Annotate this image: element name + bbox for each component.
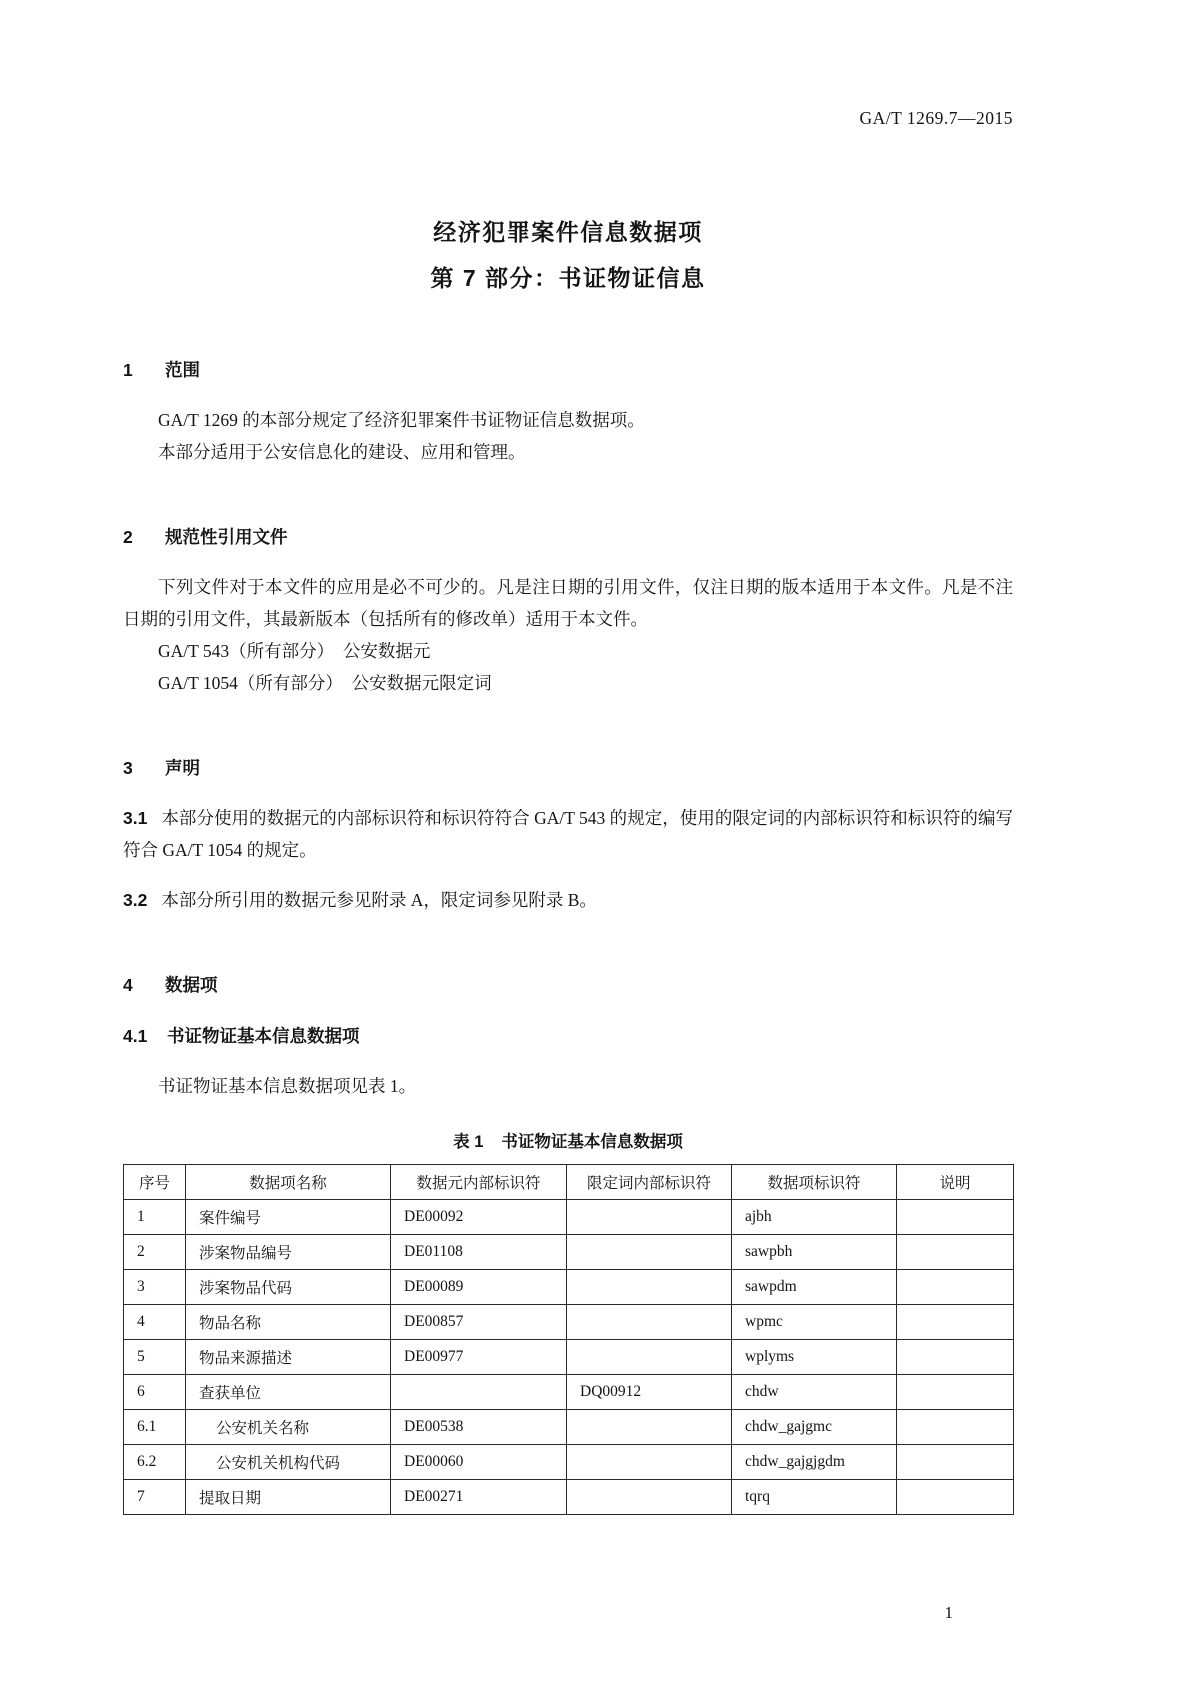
table-1-caption (123, 1128, 1013, 1152)
clause-3-1-number: 3.1 (123, 808, 148, 828)
cell-item-id: ajbh (732, 1199, 897, 1234)
cell-note (897, 1409, 1014, 1444)
cell-no: 4 (124, 1304, 186, 1339)
cell-item-id: chdw_gajgmc (732, 1409, 897, 1444)
cell-dq-id (567, 1234, 732, 1269)
table-row (124, 1409, 1014, 1444)
section-3-title: 声明 (165, 758, 200, 778)
table-1 (123, 1164, 1014, 1515)
cell-dq-id (567, 1199, 732, 1234)
section-2-reference-1: GA/T 543（所有部分） 公安数据元 (158, 641, 431, 661)
section-1-body (123, 404, 1013, 468)
cell-de-id: DE00092 (391, 1199, 567, 1234)
table-1-header (124, 1164, 1014, 1199)
section-4-paragraph-1: 书证物证基本信息数据项见表 1。 (158, 1075, 417, 1096)
cell-de-id: DE00089 (391, 1269, 567, 1304)
section-4-1-title: 书证物证基本信息数据项 (167, 1025, 360, 1046)
section-4-1-number: 4.1 (123, 1025, 148, 1046)
table-row (124, 1234, 1014, 1269)
table-row (124, 1304, 1014, 1339)
cell-name: 公安机关机构代码 (186, 1444, 391, 1479)
standard-doc-number: GA/T 1269.7—2015 (859, 108, 1013, 128)
cell-no: 6.1 (124, 1409, 186, 1444)
cell-name: 提取日期 (186, 1479, 391, 1514)
section-1-heading (123, 357, 1013, 382)
cell-no: 6 (124, 1374, 186, 1409)
table-1-body (124, 1199, 1014, 1514)
cell-name: 涉案物品编号 (186, 1234, 391, 1269)
cell-note (897, 1444, 1014, 1479)
table-1-caption-title: 书证物证基本信息数据项 (501, 1132, 683, 1151)
cell-no: 6.2 (124, 1444, 186, 1479)
table-1-caption-label: 表 1 (453, 1132, 484, 1151)
section-1-number: 1 (123, 360, 133, 380)
cell-note (897, 1374, 1014, 1409)
cell-note (897, 1199, 1014, 1234)
page-number: 1 (944, 1602, 953, 1622)
cell-note (897, 1269, 1014, 1304)
document-title-line1: 经济犯罪案件信息数据项 (433, 219, 703, 245)
cell-item-id: sawpbh (732, 1234, 897, 1269)
cell-item-id: wpmc (732, 1304, 897, 1339)
section-4-1-heading (123, 1023, 1013, 1048)
cell-dq-id (567, 1269, 732, 1304)
col-header-dq-id: 限定词内部标识符 (567, 1164, 732, 1199)
table-row (124, 1269, 1014, 1304)
cell-de-id: DE00271 (391, 1479, 567, 1514)
document-title-line2: 第 7 部分：书证物证信息 (430, 265, 706, 291)
cell-dq-id (567, 1304, 732, 1339)
col-header-name: 数据项名称 (186, 1164, 391, 1199)
section-3-number: 3 (123, 758, 133, 778)
section-2-paragraph-1: 下列文件对于本文件的应用是必不可少的。凡是注日期的引用文件，仅注日期的版本适用于本文件。凡是不注日期的引用文件，其最新版本（包括所有的修改单）适用于本文件。 (123, 577, 1013, 629)
clause-3-2-number: 3.2 (123, 889, 148, 910)
cell-item-id: chdw_gajgjgdm (732, 1444, 897, 1479)
clause-3-2 (123, 884, 1013, 916)
section-4-number: 4 (123, 974, 133, 995)
section-1-paragraph-2: 本部分适用于公安信息化的建设、应用和管理。 (158, 442, 526, 462)
table-row (124, 1374, 1014, 1409)
cell-no: 7 (124, 1479, 186, 1514)
section-4-heading (123, 972, 1013, 997)
cell-note (897, 1304, 1014, 1339)
cell-de-id (391, 1374, 567, 1409)
col-header-note: 说明 (897, 1164, 1014, 1199)
cell-name: 物品来源描述 (186, 1339, 391, 1374)
section-1-title: 范围 (165, 360, 200, 380)
cell-de-id: DE00060 (391, 1444, 567, 1479)
cell-de-id: DE00977 (391, 1339, 567, 1374)
cell-item-id: chdw (732, 1374, 897, 1409)
section-2-heading (123, 524, 1013, 549)
cell-dq-id: DQ00912 (567, 1374, 732, 1409)
clause-3-1-text: 本部分使用的数据元的内部标识符和标识符符合 GA/T 543 的规定，使用的限定词的内部标识符和标识符的编写符合 GA/T 1054 的规定。 (123, 808, 1013, 860)
cell-dq-id (567, 1409, 732, 1444)
cell-note (897, 1339, 1014, 1374)
cell-dq-id (567, 1479, 732, 1514)
cell-name: 涉案物品代码 (186, 1269, 391, 1304)
cell-de-id: DE01108 (391, 1234, 567, 1269)
cell-name: 物品名称 (186, 1304, 391, 1339)
cell-no: 1 (124, 1199, 186, 1234)
cell-name: 案件编号 (186, 1199, 391, 1234)
cell-no: 3 (124, 1269, 186, 1304)
section-2-body (123, 571, 1013, 699)
section-1-paragraph-1: GA/T 1269 的本部分规定了经济犯罪案件书证物证信息数据项。 (158, 410, 645, 430)
col-header-no: 序号 (124, 1164, 186, 1199)
cell-note (897, 1479, 1014, 1514)
section-4-title: 数据项 (165, 974, 218, 995)
cell-name: 公安机关名称 (186, 1409, 391, 1444)
cell-name: 查获单位 (186, 1374, 391, 1409)
section-2-reference-2: GA/T 1054（所有部分） 公安数据元限定词 (158, 673, 492, 693)
cell-no: 2 (124, 1234, 186, 1269)
col-header-item-id: 数据项标识符 (732, 1164, 897, 1199)
section-2-number: 2 (123, 527, 133, 547)
table-row (124, 1339, 1014, 1374)
document-title (123, 209, 1013, 301)
table-row (124, 1444, 1014, 1479)
cell-no: 5 (124, 1339, 186, 1374)
cell-item-id: tqrq (732, 1479, 897, 1514)
cell-de-id: DE00857 (391, 1304, 567, 1339)
cell-de-id: DE00538 (391, 1409, 567, 1444)
col-header-de-id: 数据元内部标识符 (391, 1164, 567, 1199)
table-row (124, 1479, 1014, 1514)
table-row (124, 1199, 1014, 1234)
section-3-heading (123, 755, 1013, 780)
clause-3-1 (123, 802, 1013, 866)
cell-note (897, 1234, 1014, 1269)
cell-dq-id (567, 1339, 732, 1374)
section-2-title: 规范性引用文件 (165, 527, 288, 547)
section-4-body (123, 1070, 1013, 1102)
clause-3-2-text: 本部分所引用的数据元参见附录 A，限定词参见附录 B。 (161, 889, 597, 910)
cell-item-id: wplyms (732, 1339, 897, 1374)
cell-dq-id (567, 1444, 732, 1479)
cell-item-id: sawpdm (732, 1269, 897, 1304)
